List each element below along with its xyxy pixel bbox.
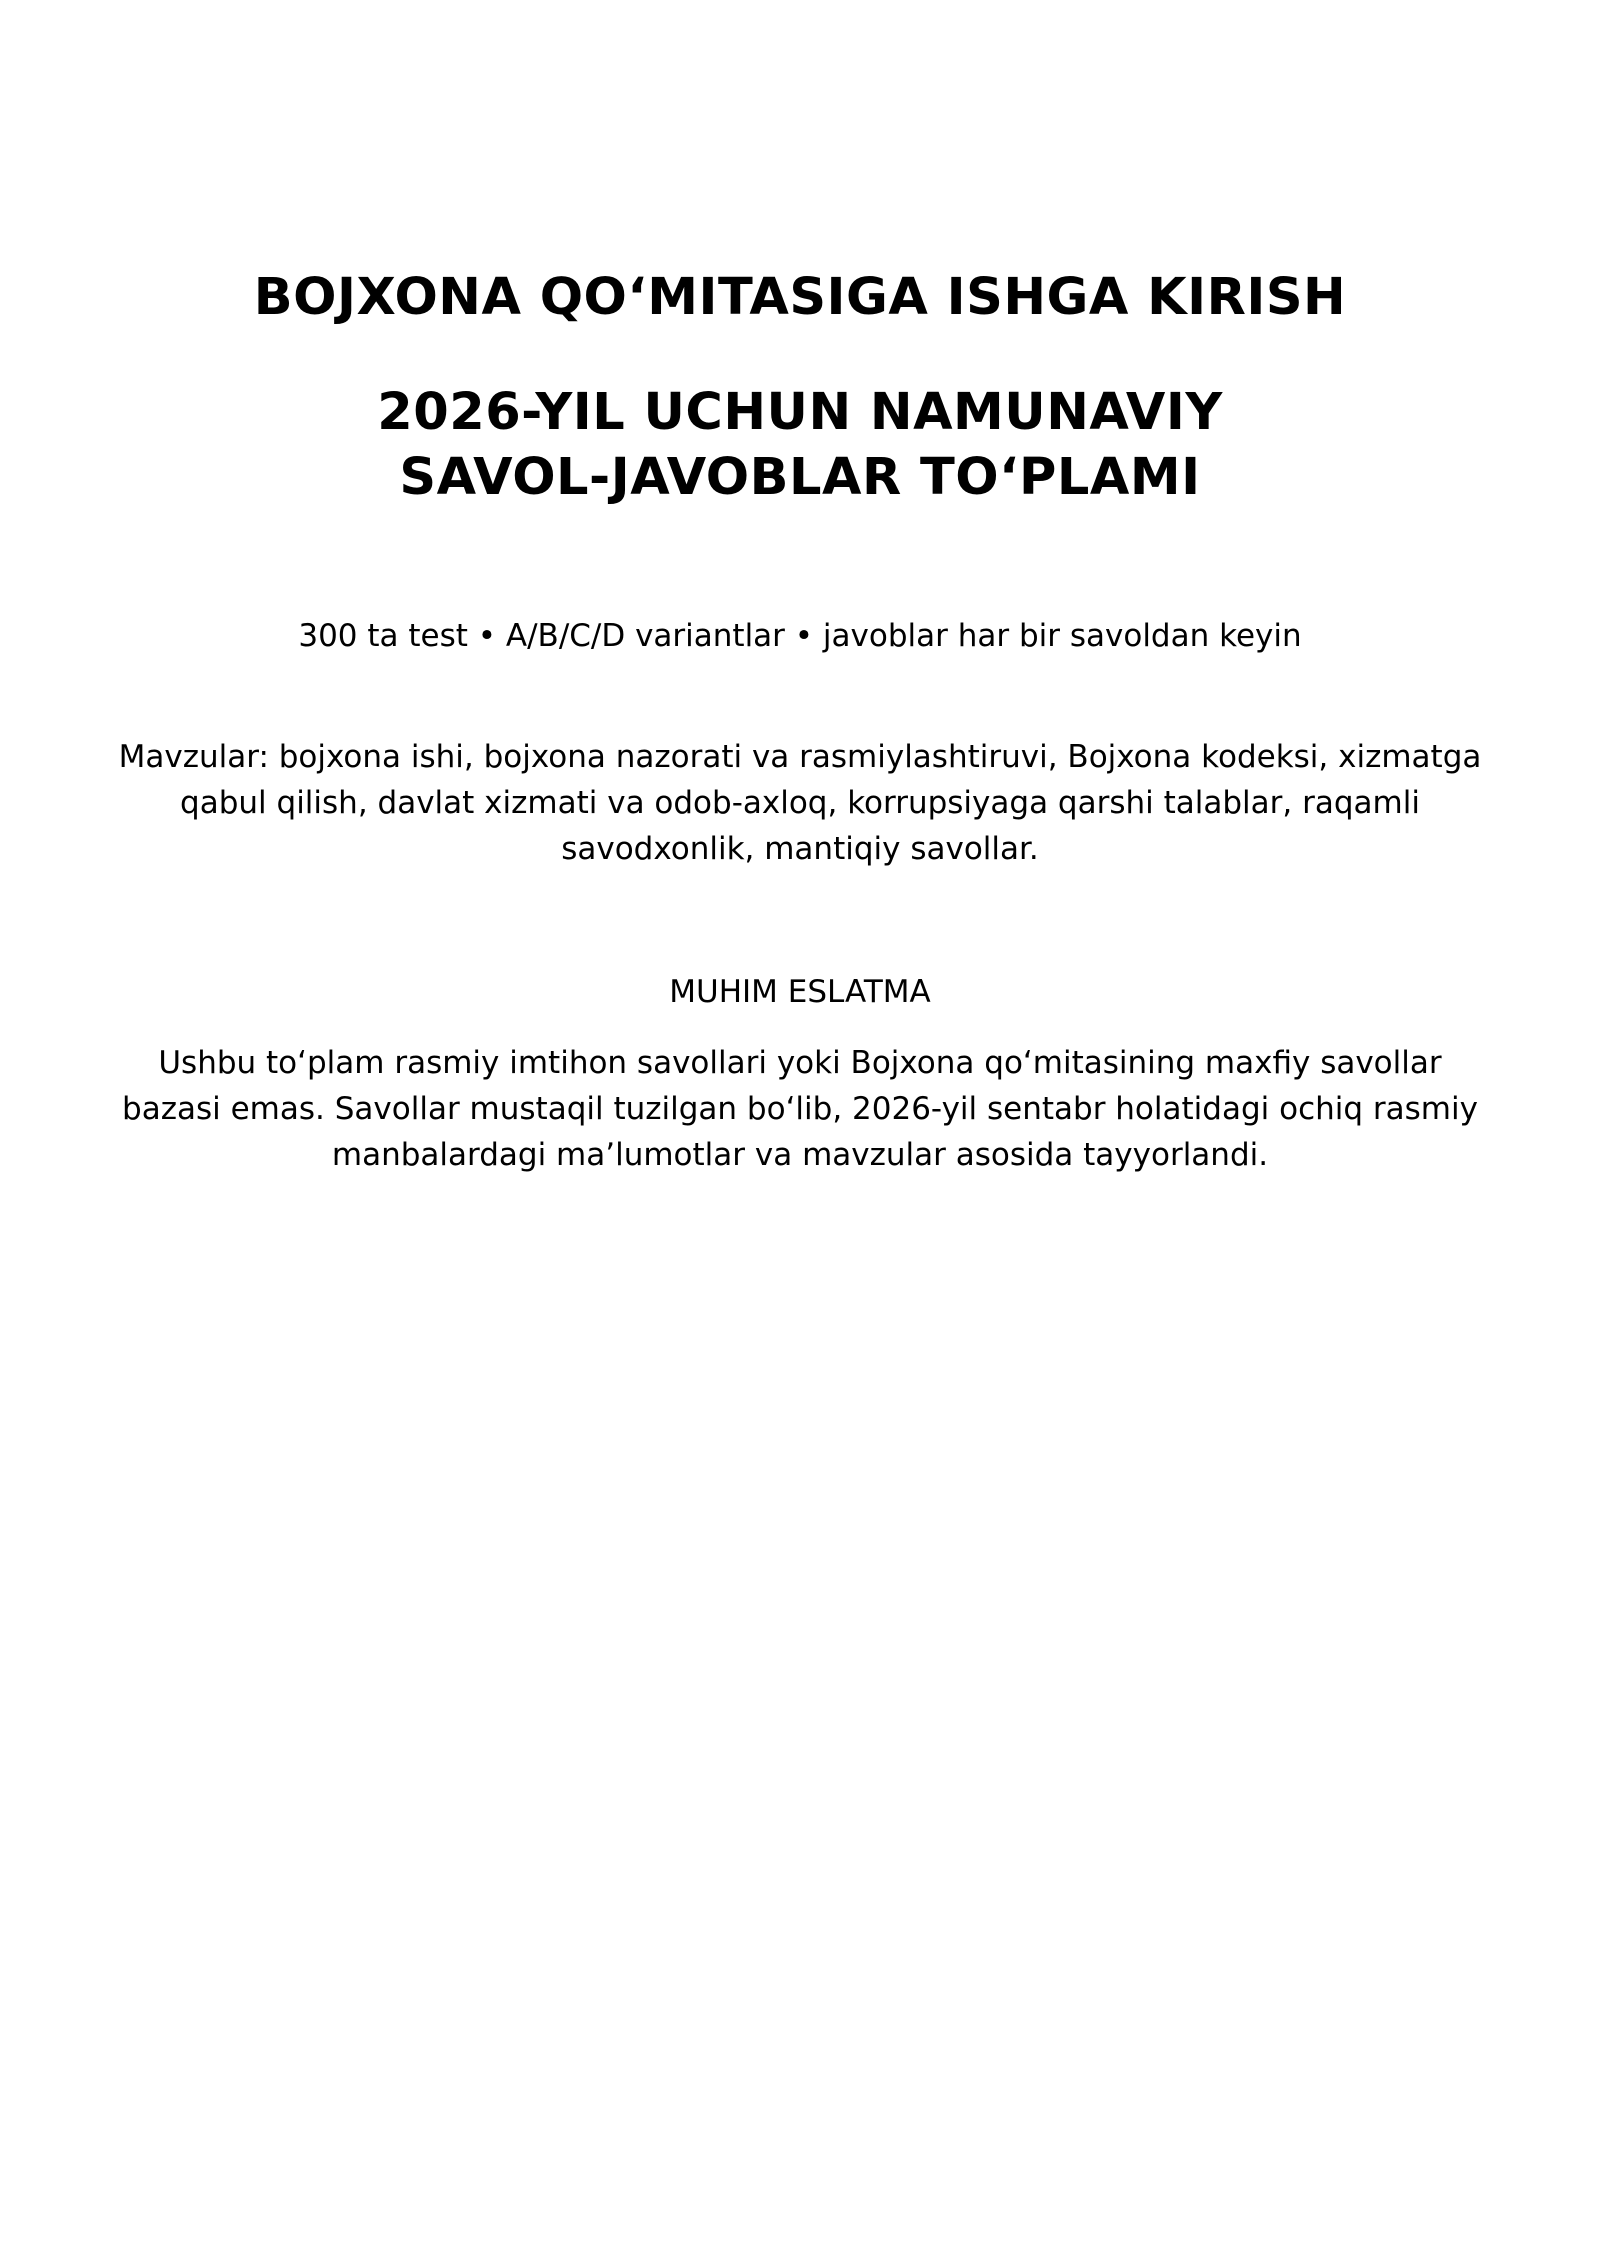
document-subtitle-line-1: 2026-YIL UCHUN NAMUNAVIY [377, 383, 1223, 442]
notice-paragraph: Ushbu toʻplam rasmiy imtihon savollari yoki Bojxona qoʻmitasining maxfiy savollar bazasi emas. Savollar mustaqil tuzilgan boʻlib, 2026-yil sentabr holatidagi ochiq rasmiy manbalardagi maʼlumotlar va mavzular asosida tayyorlandi. [122, 1045, 1478, 1173]
topics-paragraph: Mavzular: bojxona ishi, bojxona nazorati va rasmiylashtiruvi, Bojxona kodeksi, xizmatga qabul qilish, davlat xizmati va odob-axloq, korrupsiyaga qarshi talablar, raqamli savodxonlik, mantiqiy savollar. [118, 739, 1482, 867]
document-subtitle-line-2: SAVOL-JAVOBLAR TOʻPLAMI [399, 448, 1201, 507]
document-subtitle [110, 380, 1490, 510]
notice-heading: MUHIM ESLATMA [669, 974, 931, 1010]
document-title: BOJXONA QOʻMITASIGA ISHGA KIRISH [253, 268, 1347, 327]
summary-line: 300 ta test • A/B/C/D variantlar • javoblar har bir savoldan keyin [298, 618, 1302, 654]
